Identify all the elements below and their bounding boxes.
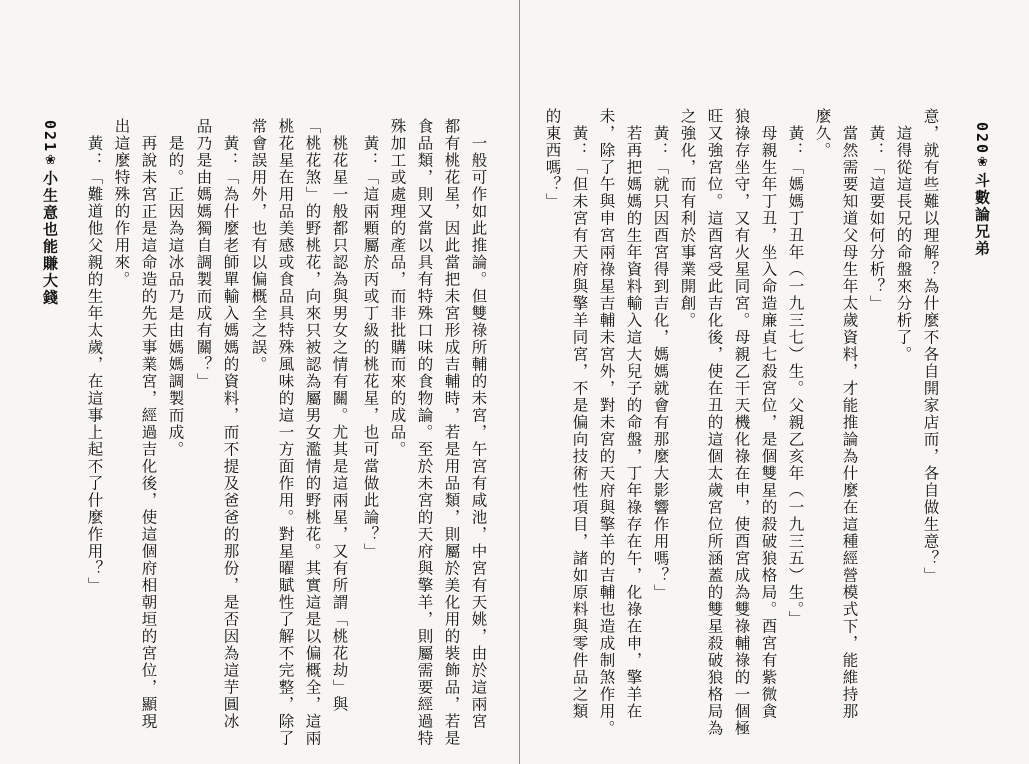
right-line: 之強化，而有利於事業開創。 [678, 108, 697, 329]
left-line: 常會誤用外，也有以偏概全之誤。 [249, 118, 268, 373]
right-line: 母親生年丁丑，坐入命造廉貞七殺宮位，是個雙星的殺破狼格局。酉宮有紫微貪 [759, 108, 778, 720]
right-line: 黃：「媽媽丁丑年（一九三七）生。父親乙亥年（一九三五）生。」 [786, 108, 805, 628]
right-line: 這得從這長兄的命盤來分析了。 [894, 108, 913, 363]
left-line: 品乃是由媽媽獨自調製而成有關？」 [194, 118, 213, 390]
left-line: 黃：「這兩顆屬於丙或丁級的桃花星，也可當做此論？」 [361, 118, 380, 560]
left-line: 一般可作如此推論。但雙祿所輔的未宮，午宮有咸池，中宮有天姚，由於這兩宮 [469, 118, 488, 730]
right-line: 黃：「這要如何分析？」 [867, 108, 886, 312]
left-line: 都有桃花星，因此當把未宮形成吉輔時，若是用品類，則屬於美化用的裝飾品，若是 [442, 118, 461, 747]
right-page-number: 020 [973, 122, 991, 156]
left-page-number: 021 [41, 120, 59, 154]
right-line: 的東西嗎？」 [543, 108, 562, 210]
right-page [520, 0, 1029, 764]
right-line: 麼久。 [813, 108, 832, 159]
left-line: 殊加工或處理的產品，而非批購而來的成品。 [388, 118, 407, 458]
left-line: 「桃花煞」的野桃花，向來只被認為屬男女濫情的野桃花。其實這是以偏概全，這兩 [303, 118, 322, 747]
right-line: 當然需要知道父母生年太歲資料，才能推論為什麼在這種經營模式下，能維持那 [840, 108, 859, 720]
left-line: 黃：「為什麼老師單輸入媽媽的資料，而不提及爸爸的那份，是否因為這芋圓冰 [221, 118, 240, 730]
right-line: 若再把媽媽的生年資料輸入這大兒子的命盤，丁年祿存在午，化祿在申，擎羊在 [624, 108, 643, 720]
right-line: 未，除了午與申宮兩祿星吉輔未宮外，對未宮的天府與擎羊的吉輔也造成制煞作用。 [597, 108, 616, 737]
left-running-title: 小生意也能賺大錢 [41, 170, 59, 307]
right-line: 狼祿存坐守，又有火星同宮。母親乙干天機化祿在申，使酉宮成為雙祿輔祿的一個極 [732, 108, 751, 737]
left-line: 再說未宮正是這命造的先天事業宮，經過吉化後，使這個府相朝垣的宮位，顯現 [139, 118, 158, 730]
right-line: 旺又強宮位。這酉宮受此吉化後，使在丑的這個太歲宮位所涵蓋的雙星殺破狼格局為 [705, 108, 724, 737]
right-line: 意，就有些難以理解？為什麼不各自開家店而，各自做生意？」 [921, 108, 940, 584]
flower-ornament-icon: ❀ [43, 153, 58, 171]
right-running-title: 斗數論兄弟 [973, 172, 991, 258]
left-line: 出這麼特殊的作用來。 [112, 118, 131, 288]
left-running-header [40, 120, 61, 306]
right-line: 黃：「但未宮有天府與擎羊同宮，不是偏向技術性項目，諸如原料與零件品之類 [570, 108, 589, 720]
left-line: 食品類，則又當以具有特殊口味的食物論。至於未宮的天府與擎羊，則屬需要經過特 [415, 118, 434, 747]
right-line: 黃：「就只因酉宮得到吉化，媽媽就會有那麼大影響作用嗎？」 [651, 108, 670, 601]
left-line: 是的。正因為這冰品乃是由媽媽調製而成。 [166, 118, 185, 458]
flower-ornament-icon: ❀ [975, 155, 990, 173]
left-line: 黃：「難道他父親的生年太歲，在這事上起不了什麼作用？」 [85, 118, 104, 594]
left-line: 桃花星一般都只認為與男女之情有關。尤其是這兩星，又有所謂「桃花劫」與 [330, 118, 349, 713]
left-line: 桃花星在用品美感或食品具特殊風味的這一方面作用。對星曜賦性了解不完整，除了 [276, 118, 295, 747]
right-running-header [972, 122, 993, 257]
